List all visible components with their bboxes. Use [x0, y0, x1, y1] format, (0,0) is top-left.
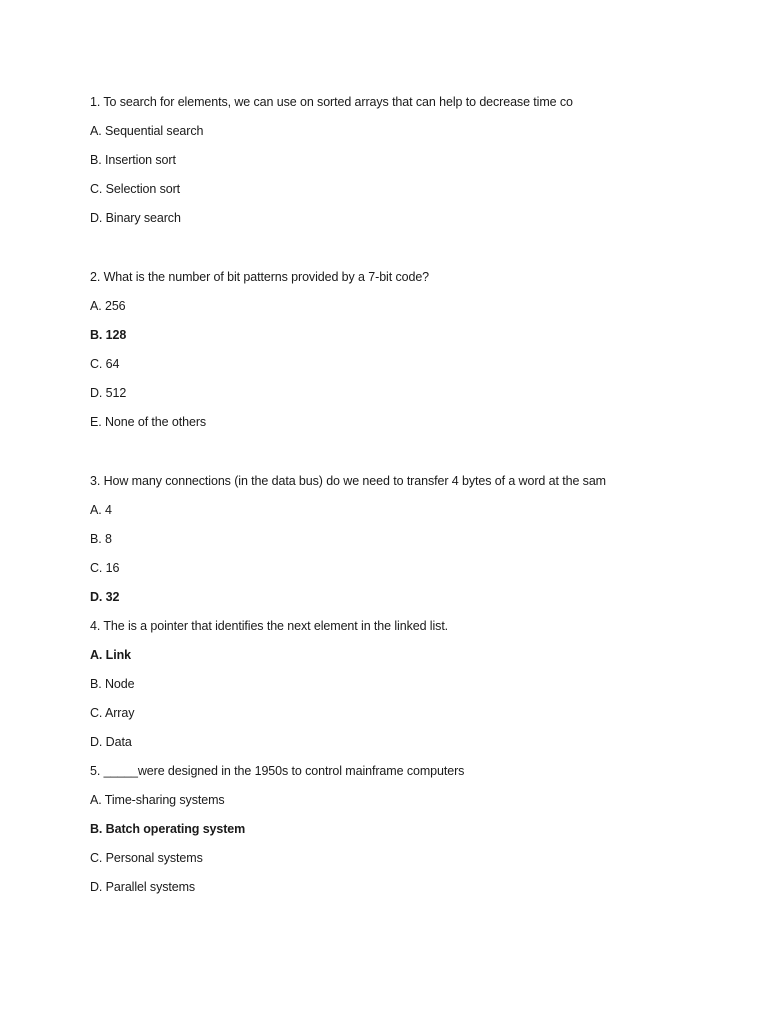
question-2-option-b: B. 128	[90, 328, 127, 342]
question-4-option-a: A. Link	[90, 648, 131, 662]
question-2-option-a: A. 256	[90, 299, 126, 313]
question-5-option-c: C. Personal systems	[90, 851, 203, 865]
question-1-text: 1. To search for elements, we can use on sorted arrays that can help to decrease time co	[90, 95, 573, 109]
question-1-option-d: D. Binary search	[90, 211, 181, 225]
question-3-option-a: A. 4	[90, 503, 112, 517]
question-3-option-d: D. 32	[90, 590, 120, 604]
question-5-option-b: B. Batch operating system	[90, 822, 246, 836]
question-4-option-b: B. Node	[90, 677, 135, 691]
question-1-option-b: B. Insertion sort	[90, 153, 176, 167]
question-2-option-d: D. 512	[90, 386, 127, 400]
question-4-option-d: D. Data	[90, 735, 132, 749]
question-3-option-b: B. 8	[90, 532, 112, 546]
question-3-option-c: C. 16	[90, 561, 120, 575]
question-3-text: 3. How many connections (in the data bus) do we need to transfer 4 bytes of a word at the sam	[90, 474, 606, 488]
question-5-option-d: D. Parallel systems	[90, 880, 196, 894]
question-4-option-c: C. Array	[90, 706, 135, 720]
question-2-text: 2. What is the number of bit patterns provided by a 7-bit code?	[90, 270, 430, 284]
question-4-text: 4. The is a pointer that identifies the next element in the linked list.	[90, 619, 449, 633]
question-1-option-a: A. Sequential search	[90, 124, 204, 138]
question-5-option-a: A. Time-sharing systems	[90, 793, 225, 807]
question-2-option-e: E. None of the others	[90, 415, 207, 429]
question-2-option-c: C. 64	[90, 357, 120, 371]
question-1-option-c: C. Selection sort	[90, 182, 181, 196]
question-5-text: 5. _____were designed in the 1950s to control mainframe computers	[90, 764, 465, 778]
